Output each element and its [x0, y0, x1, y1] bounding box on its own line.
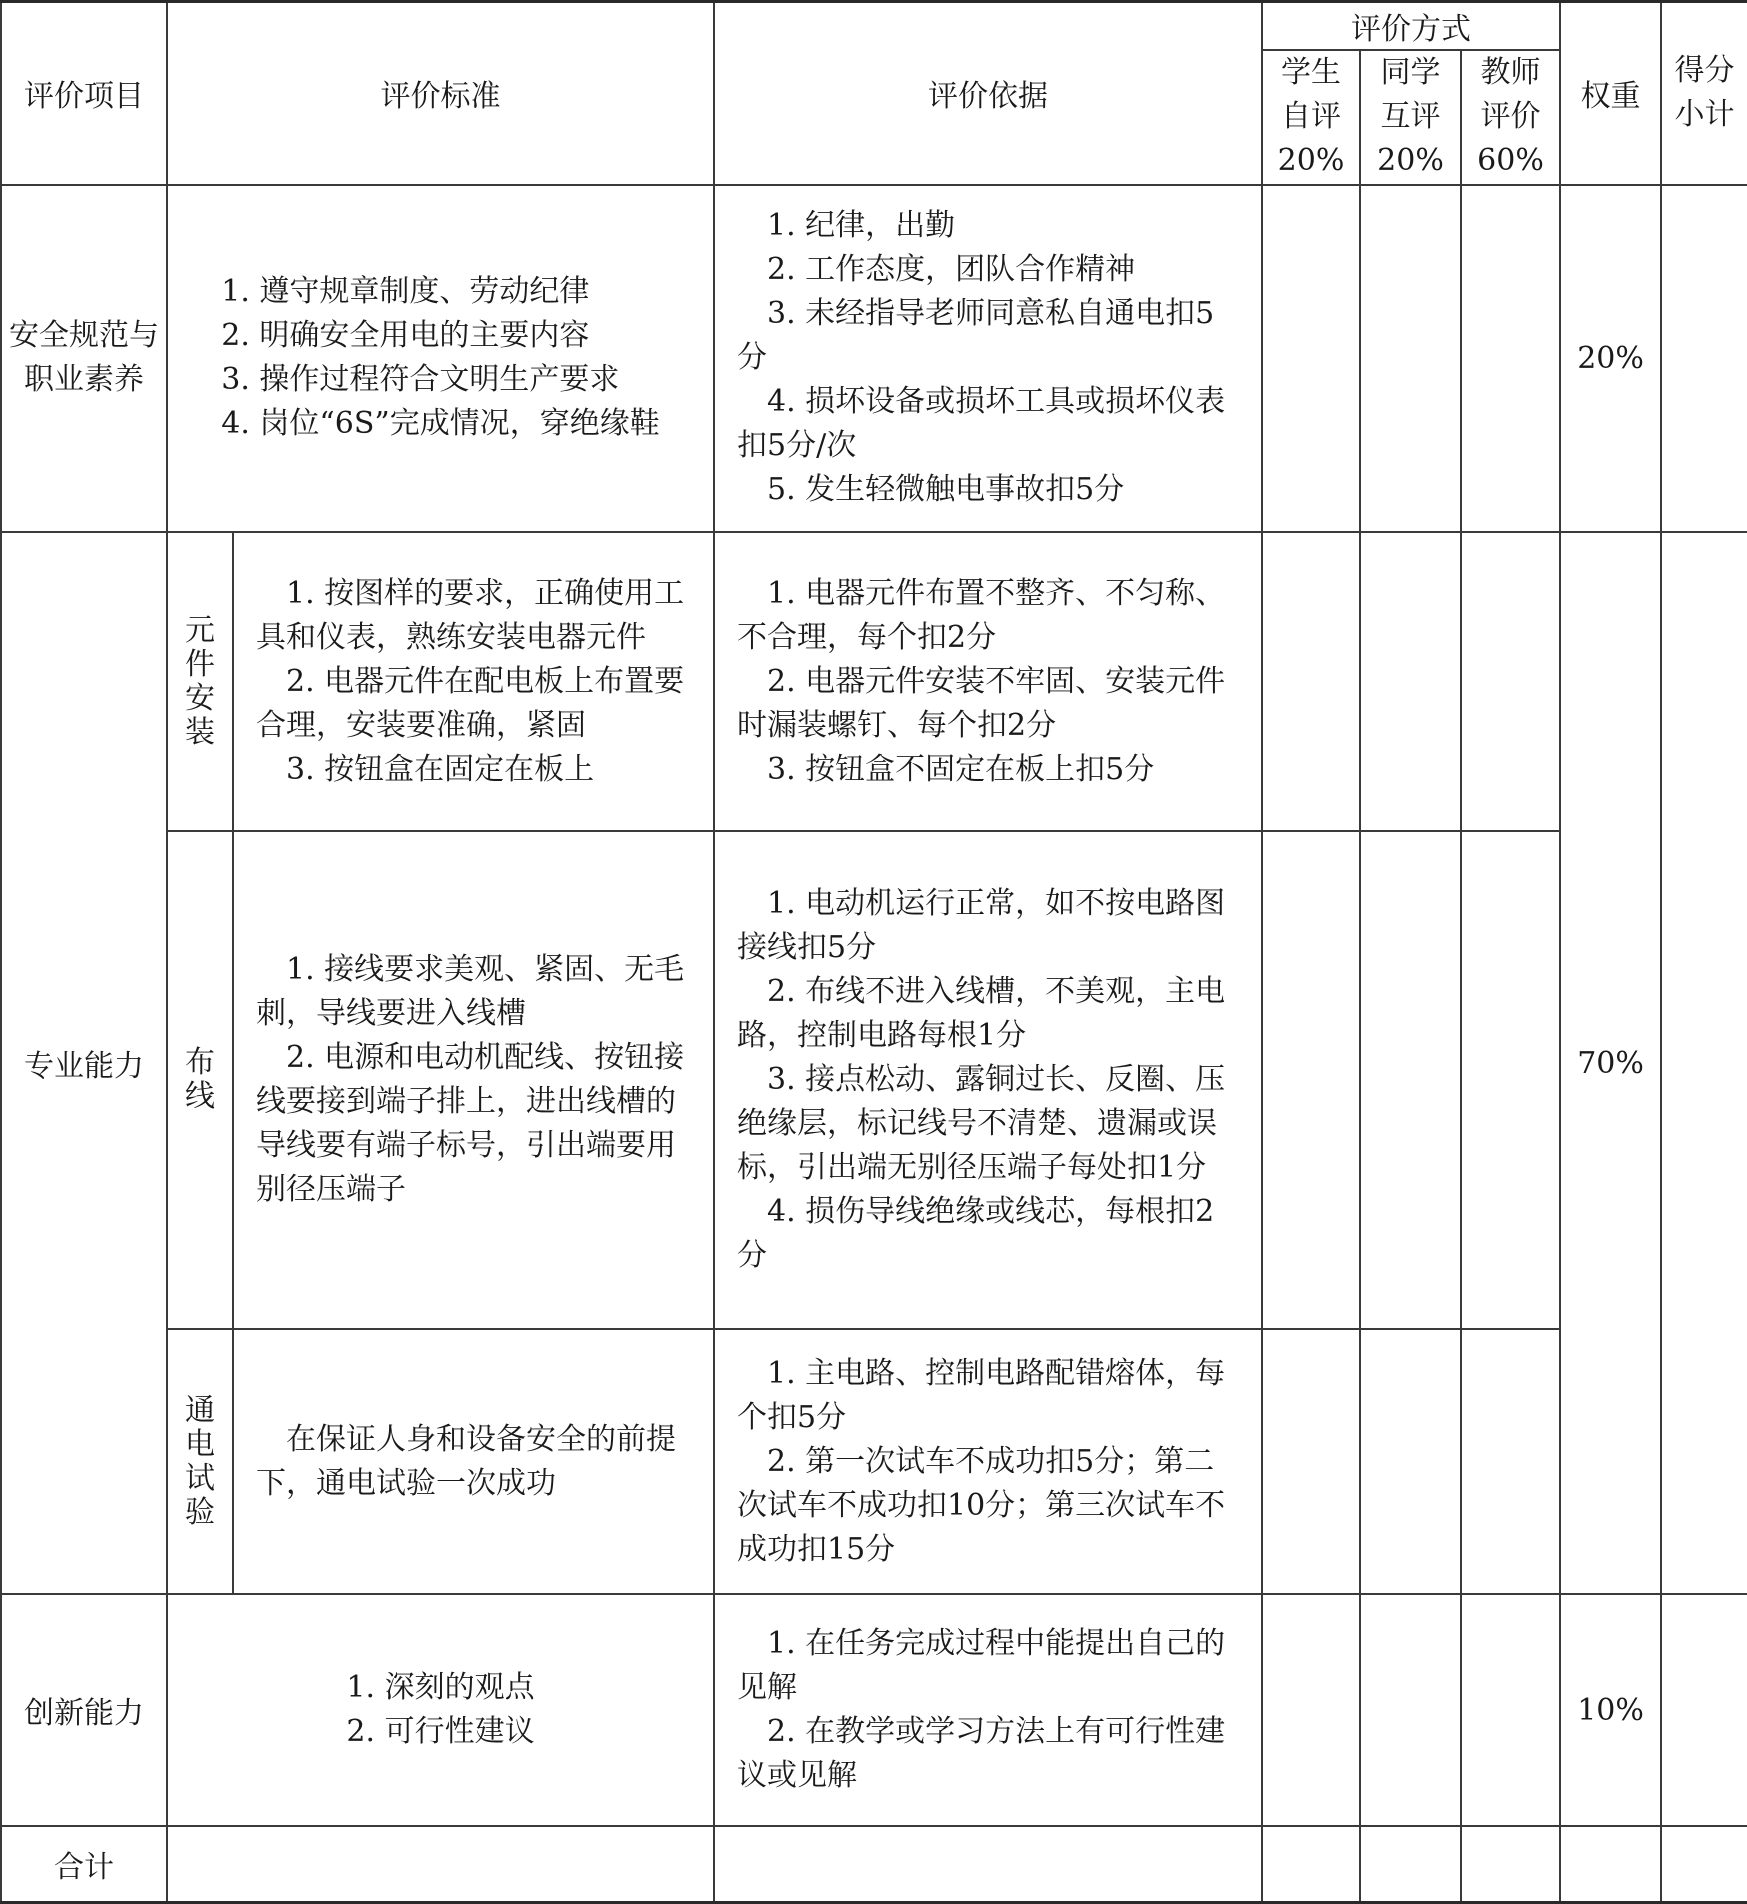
- wiring-subitem-label: 布线: [185, 1045, 215, 1115]
- power-basis: [714, 1329, 1262, 1594]
- innovation-self-score[interactable]: [1262, 1594, 1360, 1826]
- header-self-percent: 20%: [1277, 143, 1345, 179]
- wiring-basis-text: 1. 电动机运行正常，如不按电路图接线扣5分 2. 布线不进入线槽，不美观，主电路，控制电路每根1分 3. 接点松动、露铜过长、反圈、压绝缘层，标记线号不清楚、遗漏或误标，引出端无别径压端子每处扣1分 4. 损伤导线绝缘或线芯，每根扣2分: [737, 886, 1226, 1274]
- header-peer-percent: 20%: [1377, 143, 1444, 179]
- safety-weight: 20%: [1560, 185, 1661, 532]
- power-teacher-score[interactable]: [1461, 1329, 1560, 1594]
- header-teacher-percent: 60%: [1477, 143, 1544, 179]
- header-standard: 评价标准: [167, 2, 714, 185]
- install-peer-score[interactable]: [1360, 532, 1461, 831]
- header-self-line: 学生: [1281, 55, 1341, 91]
- safety-standard-item: 2. 明确安全用电的主要内容: [221, 318, 590, 354]
- total-subtotal[interactable]: [1661, 1826, 1747, 1902]
- header-basis: 评价依据: [714, 2, 1262, 185]
- safety-subtotal[interactable]: [1661, 185, 1747, 532]
- wiring-self-score[interactable]: [1262, 831, 1360, 1329]
- safety-item-line: 职业素养: [24, 362, 144, 398]
- total-label: 合计: [1, 1826, 167, 1902]
- innovation-basis: [714, 1594, 1262, 1826]
- innovation-peer-score[interactable]: [1360, 1594, 1461, 1826]
- professional-item: 专业能力: [1, 532, 167, 1594]
- innovation-item: 创新能力: [1, 1594, 167, 1826]
- total-self-score[interactable]: [1262, 1826, 1360, 1902]
- install-self-score[interactable]: [1262, 532, 1360, 831]
- header-teacher-line: 评价: [1480, 99, 1541, 135]
- safety-item-line: 安全规范与: [9, 318, 159, 354]
- professional-subtotal[interactable]: [1661, 532, 1747, 1594]
- power-subitem-label: 通电试验: [185, 1392, 215, 1530]
- innovation-standard: [167, 1594, 714, 1826]
- install-teacher-score[interactable]: [1461, 532, 1560, 831]
- safety-standard-item: 1. 遵守规章制度、劳动纪律: [221, 274, 590, 310]
- power-standard: [233, 1329, 714, 1594]
- header-subtotal-line: 得分: [1674, 53, 1735, 89]
- safety-basis: [714, 185, 1262, 532]
- header-peer-eval: [1360, 50, 1461, 185]
- header-teacher-eval: [1461, 50, 1560, 185]
- header-weight: 权重: [1560, 2, 1661, 185]
- total-weight[interactable]: [1560, 1826, 1661, 1902]
- header-self-line: 自评: [1281, 99, 1341, 135]
- power-self-score[interactable]: [1262, 1329, 1360, 1594]
- total-teacher-score[interactable]: [1461, 1826, 1560, 1902]
- safety-item: [1, 185, 167, 532]
- header-subtotal: [1661, 2, 1747, 185]
- innovation-basis-text: 1. 在任务完成过程中能提出自己的见解 2. 在教学或学习方法上有可行性建议或见解: [737, 1626, 1226, 1794]
- header-peer-line: 互评: [1380, 99, 1441, 135]
- header-method: 评价方式: [1262, 2, 1560, 50]
- safety-standard-item: 4. 岗位“6S”完成情况，穿绝缘鞋: [221, 406, 660, 442]
- wiring-standard-text: 1. 接线要求美观、紧固、无毛刺，导线要进入线槽 2. 电源和电动机配线、按钮接线要接到端子排上，进出线槽的导线要有端子标号，引出端要用别径压端子: [256, 952, 685, 1208]
- total-peer-score[interactable]: [1360, 1826, 1461, 1902]
- header-self-eval: [1262, 50, 1360, 185]
- power-subitem: [167, 1329, 233, 1594]
- innovation-weight: 10%: [1560, 1594, 1661, 1826]
- power-basis-text: 1. 主电路、控制电路配错熔体，每个扣5分 2. 第一次试车不成功扣5分；第二次试车不成功扣10分；第三次试车不成功扣15分: [737, 1355, 1226, 1567]
- header-subtotal-line: 小计: [1674, 97, 1735, 133]
- install-standard-text: 1. 按图样的要求，正确使用工具和仪表，熟练安装电器元件 2. 电器元件在配电板上布置要合理，安装要准确，紧固 3. 按钮盒在固定在板上: [256, 575, 685, 787]
- wiring-standard: [233, 831, 714, 1329]
- total-basis: [714, 1826, 1262, 1902]
- innovation-standard-item: 1. 深刻的观点: [346, 1670, 535, 1706]
- total-standard: [167, 1826, 714, 1902]
- safety-self-score[interactable]: [1262, 185, 1360, 532]
- safety-standard: [167, 185, 714, 532]
- install-basis-text: 1. 电器元件布置不整齐、不匀称、不合理，每个扣2分 2. 电器元件安装不牢固、安装元件时漏装螺钉、每个扣2分 3. 按钮盒不固定在板上扣5分: [737, 575, 1226, 787]
- safety-standard-item: 3. 操作过程符合文明生产要求: [221, 362, 620, 398]
- power-peer-score[interactable]: [1360, 1329, 1461, 1594]
- header-item: 评价项目: [1, 2, 167, 185]
- power-standard-text: 在保证人身和设备安全的前提下，通电试验一次成功: [256, 1421, 676, 1501]
- header-teacher-line: 教师: [1480, 55, 1541, 91]
- safety-peer-score[interactable]: [1360, 185, 1461, 532]
- wiring-basis: [714, 831, 1262, 1329]
- install-subitem-label: 元件安装: [185, 612, 215, 750]
- wiring-peer-score[interactable]: [1360, 831, 1461, 1329]
- innovation-standard-item: 2. 可行性建议: [346, 1714, 535, 1750]
- safety-teacher-score[interactable]: [1461, 185, 1560, 532]
- safety-basis-text: 1. 纪律，出勤 2. 工作态度，团队合作精神 3. 未经指导老师同意私自通电扣5分 4. 损坏设备或损坏工具或损坏仪表扣5分/次 5. 发生轻微触电事故扣5分: [737, 208, 1226, 508]
- professional-weight: 70%: [1560, 532, 1661, 1594]
- innovation-subtotal[interactable]: [1661, 1594, 1747, 1826]
- wiring-teacher-score[interactable]: [1461, 831, 1560, 1329]
- install-subitem: [167, 532, 233, 831]
- innovation-teacher-score[interactable]: [1461, 1594, 1560, 1826]
- wiring-subitem: [167, 831, 233, 1329]
- install-basis: [714, 532, 1262, 831]
- install-standard: [233, 532, 714, 831]
- header-peer-line: 同学: [1380, 55, 1441, 91]
